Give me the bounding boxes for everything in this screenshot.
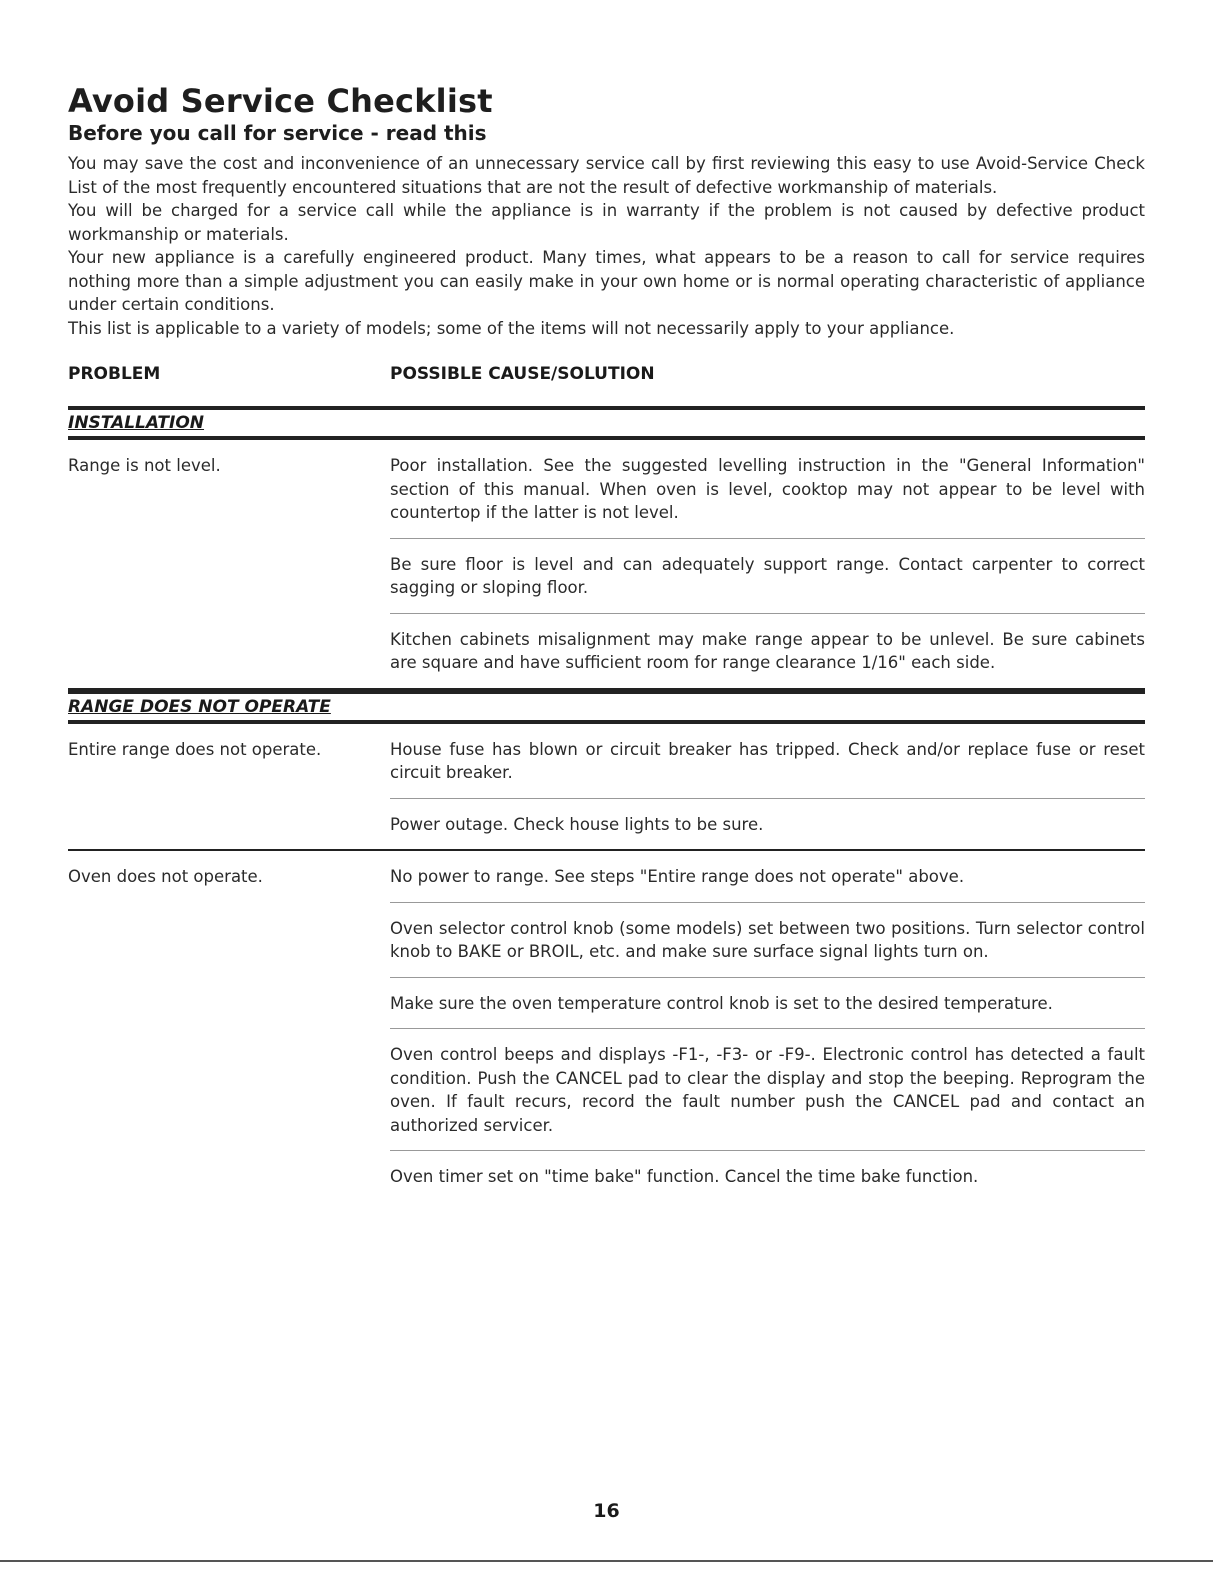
intro-text — [68, 152, 1145, 340]
solution-column-header: POSSIBLE CAUSE/SOLUTION — [390, 364, 655, 384]
intro-paragraph: You may save the cost and inconvenience of an unnecessary service call by first reviewing this easy to use Avoid-Service Check List of the most frequently encountered situations that are not the result of defective workmanship of materials. — [68, 154, 1145, 197]
solution-list — [390, 851, 1145, 1202]
section-heading-range-does-not-operate — [68, 690, 1145, 724]
problem-name: Oven does not operate. — [68, 867, 263, 886]
page-number: 16 — [593, 1500, 620, 1522]
footer-divider — [0, 1560, 1213, 1562]
problem-row — [68, 851, 1145, 1202]
intro-paragraph: This list is applicable to a variety of models; some of the items will not necessarily apply to your appliance. — [68, 318, 955, 338]
solution-list — [390, 724, 1145, 850]
solution-item: House fuse has blown or circuit breaker has tripped. Check and/or replace fuse or reset circuit breaker. — [390, 724, 1145, 799]
section-heading-label: RANGE DOES NOT OPERATE — [68, 696, 331, 717]
solution-item: Oven timer set on "time bake" function. Cancel the time bake function. — [390, 1167, 979, 1186]
solution-item: Kitchen cabinets misalignment may make range appear to be unlevel. Be sure cabinets are square and have sufficient room for range clearance 1/16" each side. — [390, 629, 1145, 672]
page-subtitle: Before you call for service - read this — [68, 121, 487, 145]
solution-list — [390, 440, 1145, 688]
problem-row — [68, 724, 1145, 852]
page-content — [68, 82, 1145, 1202]
section-heading-label: INSTALLATION — [68, 413, 205, 433]
solution-item: Poor installation. See the suggested levelling instruction in the "General Information" section of this manual. When oven is level, cooktop may not appear to be level with countertop if the latter is not level. — [390, 440, 1145, 539]
page-title: Avoid Service Checklist — [68, 82, 493, 120]
solution-item: Oven control beeps and displays -F1-, -F3- or -F9-. Electronic control has detected a fault condition. Push the CANCEL pad to clear the display and stop the beeping. Reprogram the oven. If fault recurs, record the fault number push the CANCEL pad and contact an authorized servicer. — [390, 1029, 1145, 1151]
solution-item: No power to range. See steps "Entire range does not operate" above. — [390, 851, 1145, 903]
problem-name: Range is not level. — [68, 456, 221, 475]
column-headers — [68, 364, 1145, 392]
problem-name: Entire range does not operate. — [68, 739, 322, 759]
problem-row — [68, 440, 1145, 690]
solution-item: Make sure the oven temperature control knob is set to the desired temperature. — [390, 978, 1145, 1030]
section-heading-installation — [68, 406, 1145, 440]
problem-column-header: PROBLEM — [68, 364, 161, 384]
solution-item: Oven selector control knob (some models) set between two positions. Turn selector control knob to BAKE or BROIL, etc. and make sure surface signal lights turn on. — [390, 903, 1145, 978]
intro-paragraph: You will be charged for a service call while the appliance is in warranty if the problem is not caused by defective product workmanship or materials. — [68, 201, 1145, 244]
intro-paragraph: Your new appliance is a carefully engineered product. Many times, what appears to be a reason to call for service requires nothing more than a simple adjustment you can easily make in your own home or is normal operating characteristic of appliance under certain conditions. — [68, 248, 1145, 314]
solution-item: Be sure floor is level and can adequately support range. Contact carpenter to correct sagging or sloping floor. — [390, 539, 1145, 614]
solution-item: Power outage. Check house lights to be sure. — [390, 814, 764, 834]
